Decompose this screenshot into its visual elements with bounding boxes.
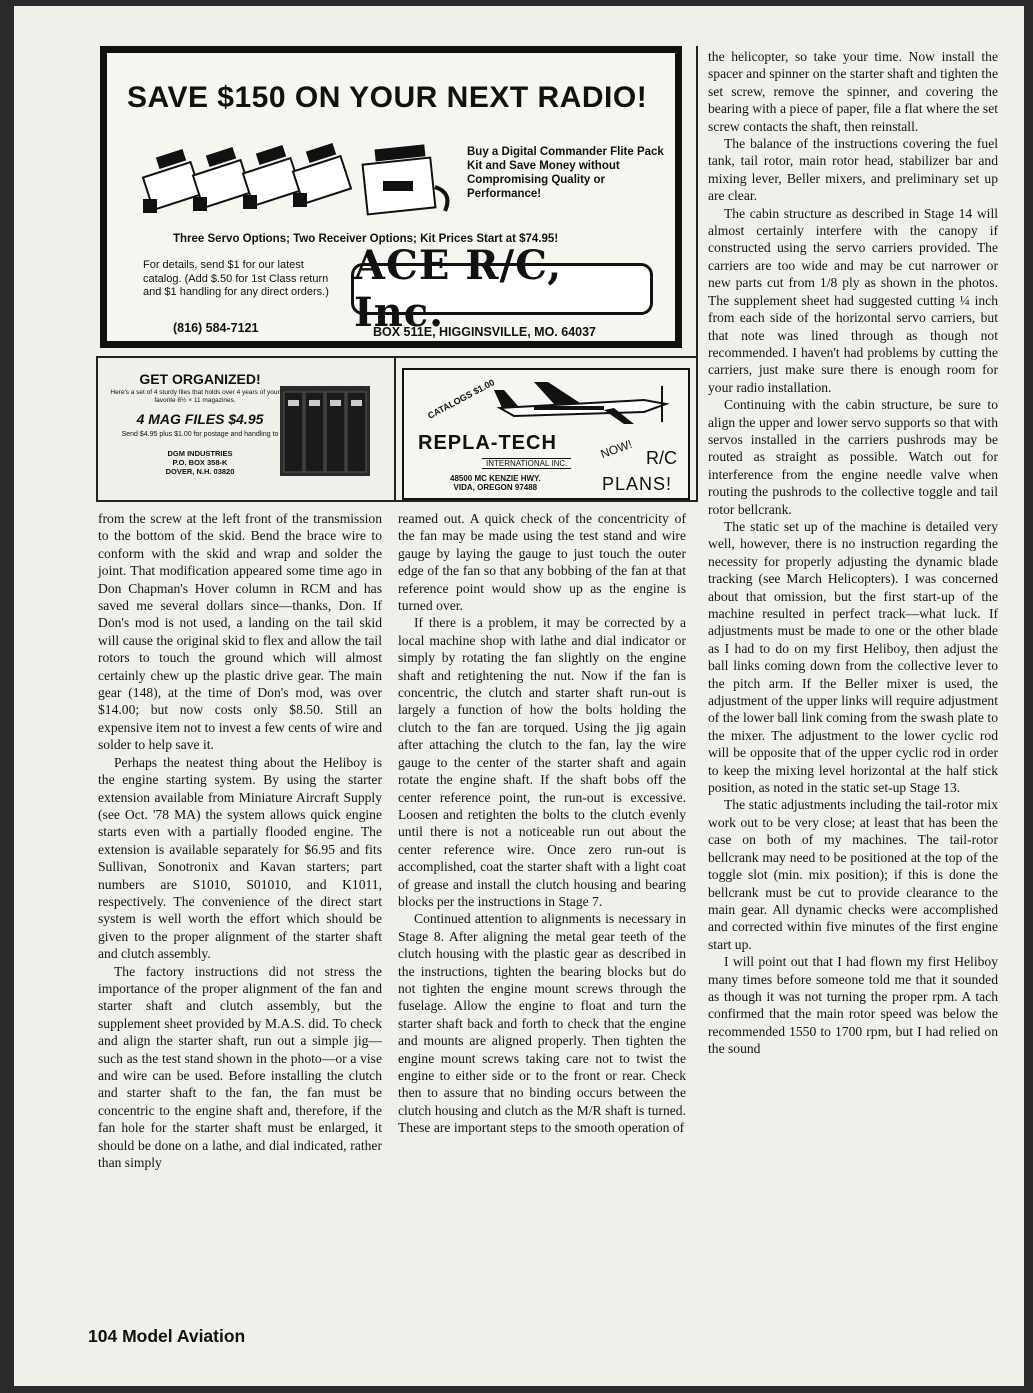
page-number: 104 bbox=[88, 1326, 118, 1346]
files-box: P.O. BOX 358-K bbox=[172, 458, 228, 467]
article-paragraph: reamed out. A quick check of the concentricity of the fan may be made using the test stand and wire gauge by laying the gauge to just touch the outer edge of the fan so that any bobbing of the fan at that reference point would show up as the engine is turned over. bbox=[398, 511, 686, 614]
ad-address: BOX 511E, HIGGINSVILLE, MO. 64037 bbox=[373, 325, 596, 339]
article-paragraph: The cabin structure as described in Stage 14 will almost certainly interfere with the canopy if constructed using the servo carriers provided. The carriers are too wide and may be cut narrower or new parts cut from 1/8 ply as shown in the photos. The supplement sheet had suggested cutting ¼ inch from each side of the horizontal servo carriers, but that note was lined through as though not recommended. I haven't had problems by cutting the carriers, just make sure there is enough room for your radio installation. bbox=[708, 205, 998, 395]
repla-intl: INTERNATIONAL INC. bbox=[482, 458, 571, 469]
article-column-2 bbox=[398, 510, 686, 1137]
files-city: DOVER, N.H. 03820 bbox=[165, 467, 235, 476]
ad-phone: (816) 584-7121 bbox=[173, 321, 259, 335]
ad-frame-top-right bbox=[696, 46, 698, 501]
ad-details: For details, send $1 for our latest catalog. (Add $.50 for 1st Class return and $1 handling for any direct orders.) bbox=[143, 259, 329, 298]
article-paragraph: Continued attention to alignments is necessary in Stage 8. After aligning the metal gear teeth of the clutch housing with the plastic gear as described in the instructions, tighten the bearing blocks but do not tighten the engine mount screws through the fuselage. Allow the engine to float and turn the starter shaft back and forth to check that the engine and mounts are aligned properly. Then tighten the engine mount screws taking care not to twist the engine to either side or to the front or rear. Check then to assure that no binding occurs between the clutch housing and clutch as the M/R shaft is turned. These are important steps to the smooth operation of bbox=[398, 911, 686, 1136]
ad-offer-text: Buy a Digital Commander Flite Pack Kit and Save Money without Compromising Quality or Performance! bbox=[467, 146, 664, 200]
ace-rc-advertisement bbox=[100, 46, 682, 348]
files-sub: Here's a set of 4 sturdy files that holds over 4 years of your favorite 8½ × 11 magazines. bbox=[110, 389, 280, 404]
repla-plans: PLANS! bbox=[602, 474, 673, 494]
files-product: 4 MAG FILES $4.95 bbox=[136, 411, 264, 427]
article-paragraph: Perhaps the neatest thing about the Heliboy is the engine starting system. By using the starter extension available from Miniature Aircraft Supply (see Oct. '78 MA) the system allows quick engine starts even with a partially flooded engine. The extension is available separately for $6.95 and fits Sullivan, Sonotronix and Kavan starters; part numbers are S1010, S01010, and K1011, respectively. The convenience of the direct start system is well worth the effort which should be given to the proper alignment of the starter shaft and clutch assembly. bbox=[98, 754, 382, 962]
logo-text: ACE R/C, Inc. bbox=[354, 242, 563, 336]
ad-headline: SAVE $150 ON YOUR NEXT RADIO! bbox=[127, 81, 648, 114]
article-paragraph: Continuing with the cabin structure, be sure to align the upper and lower servo supports so that with servos installed in the carriers pushrods may be routed as straight as possible. Watch out for interference from the engine needle valve when routing the pushrods to the collective toggle and tail rotor bellcrank. bbox=[708, 397, 998, 517]
article-paragraph: from the screw at the left front of the transmission to the bottom of the skid. Bend the brace wire to conform with the skid and wrap and solder the joint. That modification appeared some time ago in Don Chapman's Hover column in RCM and has saved me several dollars since—thanks, Don. If Don's mod is not used, a landing on the tail skid will cause the original skid to flex and allow the tail rotors to touch the ground which will almost certainly chew up the plastic drive gear. The main gear (148), at the time of Don's mod, was over $14.00; but now costs only $8.50. Still an expensive item not to invest a few cents of wire and solder to help save it. bbox=[98, 511, 382, 753]
repla-rc: R/C bbox=[646, 448, 677, 468]
files-company: DGM INDUSTRIES bbox=[167, 449, 233, 458]
repla-catalogs: CATALOGS $1.00 bbox=[425, 377, 497, 421]
files-headline: GET ORGANIZED! bbox=[139, 371, 261, 387]
servo-pack-illustration bbox=[137, 139, 457, 239]
magazine-page bbox=[14, 6, 1024, 1386]
magazine-name: Model Aviation bbox=[122, 1326, 246, 1346]
files-price-note: Send $4.95 plus $1.00 for postage and handling to bbox=[121, 431, 279, 438]
repla-address-1: 48500 MC KENZIE HWY. bbox=[450, 474, 541, 483]
article-paragraph: The static set up of the machine is detailed very well, however, there is no instruction regarding the necessity for properly adjusting the dynamic blade tracking (see March Helicopters). I was concerned about that omission, but the first start-up of the machine resulted in perfect track—what luck. If adjustments must be made to one or the other blade as I had to do on my first Heliboy, then adjust the ball links coming down from the collective lever to the pitch arm. If the Beller mixer is used, the adjustment of the upper links will require adjustment of the lower ball link coming from the swash plate to the mixer. The adjustment to the lower cyclic rod will be opposite that of the upper cyclic rod in order to keep the mixing level horizontal at the half stick position, as noted in the static set-up Stage 13. bbox=[708, 518, 998, 796]
repla-tech-advertisement bbox=[402, 368, 690, 500]
repla-address-2: VIDA, OREGON 97488 bbox=[453, 483, 538, 492]
repla-brand: REPLA-TECH bbox=[418, 432, 557, 454]
repla-now: NOW! bbox=[598, 436, 635, 462]
ad-frame-left bbox=[96, 356, 98, 502]
files-address bbox=[120, 449, 280, 476]
magazine-files-image bbox=[280, 386, 370, 476]
repla-address bbox=[450, 474, 541, 492]
article-column-1 bbox=[98, 510, 382, 1171]
article-column-3 bbox=[708, 48, 998, 1058]
article-paragraph: I will point out that I had flown my first Heliboy many times before someone told me that it sounded as though it was not turning the proper rpm. A tach confirmed that the main rotor speed was below the recommended 1550 to 1700 rpm, but I had relied on the sound bbox=[708, 954, 998, 1057]
ad-frame-divider bbox=[394, 358, 396, 500]
article-paragraph: the helicopter, so take your time. Now install the spacer and spinner on the starter shaft and tighten the set screw, remove the spinner, and covering the bearing with a piece of paper, file a flat where the set screw contacts the shaft, then reinstall. bbox=[708, 49, 998, 134]
article-paragraph: The static adjustments including the tail-rotor mix work out to be very close; at least that has been the case on both of my machines. The tail-rotor bellcrank may need to be positioned at the top of the toggle slot (min. mix position); if this is done the bellcrank must be cut to provide clearance to the main gear. All dynamic checks were accomplished and corrected within five minutes of the first engine start up. bbox=[708, 797, 998, 952]
ad-servo-options: Three Servo Options; Two Receiver Options; Kit Prices Start at $74.95! bbox=[173, 233, 559, 245]
article-paragraph: The balance of the instructions covering the fuel tank, tail rotor, main rotor head, stabilizer bar and mixing lever, Beller mixers, and preliminary set up are clear. bbox=[708, 136, 998, 204]
ad-frame-middle bbox=[96, 356, 698, 358]
article-paragraph: The factory instructions did not stress the importance of the proper alignment of the fan and starter shaft and clutch assembly, but the supplement sheet provided by M.A.S. did. To check and align the starter shaft, run out a simple jig—such as the test stand shown in the photo—or a vise and wire can be used. Before installing the clutch and starter shaft to the fan, the fan must be concentric to the engine shaft and, therefore, if the fan hole for the starter shaft must be enlarged, it should be done on a lathe, and dial indicated, rather than simply bbox=[98, 963, 382, 1171]
article-paragraph: If there is a problem, it may be corrected by a local machine shop with lathe and dial indicator or simply by rotating the fan slightly on the engine shaft and retightening the nut. Now if the fan is concentric, the clutch and starter shaft run-out is largely a function of how the bolts holding the clutch to the fan are torqued. Using the jig again after attaching the clutch to the fan, lay the wire gauge to the center of the starter shaft and again rotate the engine shaft. If the shaft bobs off the center reference point, the run-out is excessive. Loosen and retighten the bolts to the clutch evenly until there is not a noticeable run out about the center reference wire. Once zero run-out is accomplished, coat the starter shaft with a light coat of grease and install the clutch housing and bearing blocks per the instructions in Stage 7. bbox=[398, 615, 686, 909]
page-footer bbox=[88, 1326, 245, 1347]
airplane-icon bbox=[494, 378, 674, 428]
